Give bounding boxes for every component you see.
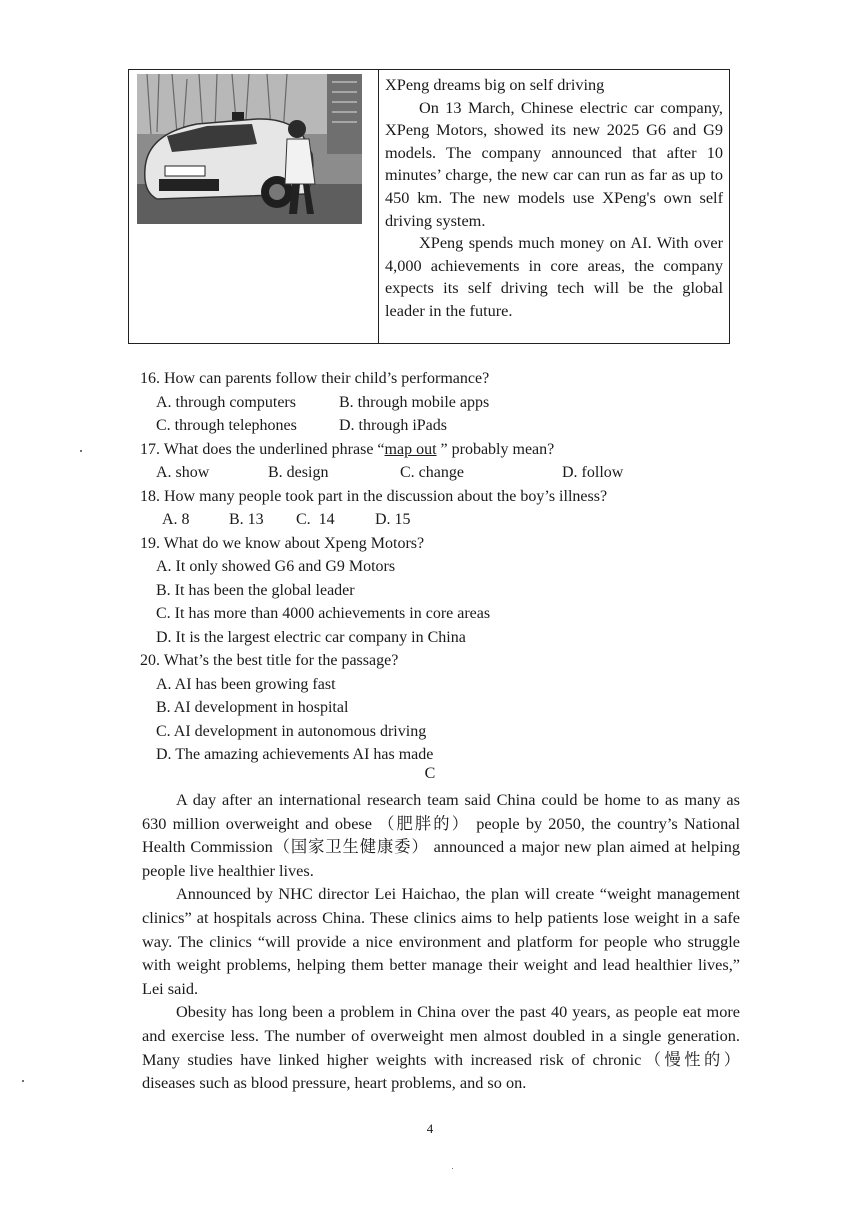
question-16-options-row2 [140,414,740,438]
question-16-options-row1 [140,391,740,415]
passage-paragraph-3: Obesity has long been a problem in China over the past 40 years, as people eat more and exercise less. The number of overweight men almost doubled in a single generation. Many studies have linked higher weights with increased risk of chronic（慢性的） diseases such as blood pressure, heart problems, and so on. [142,1002,740,1093]
question-18-option-b: B. 13 [229,511,264,528]
question-18-stem: 18. How many people took part in the discussion about the boy’s illness? [140,487,608,505]
scan-speck [80,450,82,452]
scan-speck [22,1080,24,1082]
photo-cell [129,70,379,343]
question-16-stem: 16. How can parents follow their child’s performance? [140,370,490,387]
section-label: C [424,765,436,782]
question-18-option-d: D. 15 [375,511,411,528]
passage-paragraph-1: A day after an international research team said China could be home to as many as 630 million overweight and obese （肥胖的） people by 2050, the country’s National Health Commission（国家卫生健康委） announced a major new plan aimed at helping people live healthier lives. [142,790,740,880]
passage-c [142,788,740,1095]
question-20-option-c: C. AI development in autonomous driving [156,722,427,740]
question-16-option-c: C. through telephones [156,417,297,434]
underlined-phrase: map out [384,440,437,458]
question-16-option-d: D. through iPads [339,417,447,434]
question-18-option-c: C. 14 [296,511,335,528]
article-title: XPeng dreams big on self driving [385,75,605,94]
article-box [128,69,730,344]
article-paragraph-2: XPeng spends much money on AI. With over 4,000 achievements in core areas, the company expects its self driving tech will be the global leader in the future. [385,233,723,320]
car-photo [137,74,362,224]
article-paragraph-1: On 13 March, Chinese electric car company, XPeng Motors, showed its new 2025 G6 and G9 models. The company announced that after 10 minutes’ charge, the new car can run as far as up to 450 km. The new models use XPeng's own self driving system. [385,97,723,230]
question-17-options [140,461,740,485]
question-20-option-a: A. AI has been growing fast [156,675,336,693]
question-17-option-d: D. follow [562,464,624,481]
question-17-stem-before: 17. What does the underlined phrase “ [140,440,385,458]
scan-speck [452,1168,453,1169]
passage-paragraph-2: Announced by NHC director Lei Haichao, the plan will create “weight management clinics” at hospitals across China. These clinics aims to help patients lose weight in a safe way. The clinics “will provide a nice environment and platform for people who struggle with weight problems, helping them better manage their weight and lead healthier lives,” Lei said. [142,884,740,998]
questions-section [140,367,740,767]
question-17-option-c: C. change [400,464,464,481]
question-20-option-d: D. The amazing achievements AI has made [156,746,434,763]
question-17-stem [140,438,740,462]
question-17-stem-after: ” probably mean? [436,440,555,458]
question-19-option-d: D. It is the largest electric car company in China [156,628,466,646]
question-16-option-b: B. through mobile apps [339,393,490,411]
question-20-option-b: B. AI development in hospital [156,699,349,716]
question-18-option-a: A. 8 [162,511,190,528]
question-19-stem: 19. What do we know about Xpeng Motors? [140,534,425,552]
question-17-option-b: B. design [268,464,329,481]
question-19-option-c: C. It has more than 4000 achievements in core areas [156,605,491,622]
question-19-option-b: B. It has been the global leader [156,581,355,599]
question-17-option-a: A. show [156,464,210,481]
question-20-stem: 20. What’s the best title for the passage? [140,652,399,669]
page-number: 4 [426,1121,434,1136]
question-18-options [140,508,740,532]
question-16-option-a: A. through computers [156,393,296,411]
article-text [379,70,729,343]
question-19-option-a: A. It only showed G6 and G9 Motors [156,558,396,575]
